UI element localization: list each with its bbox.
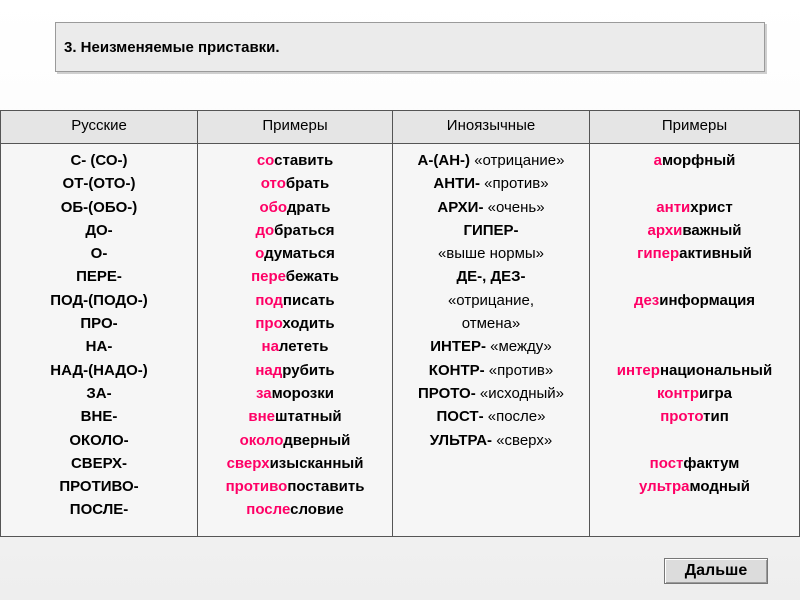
example-word — [590, 149, 799, 172]
russian-prefix: ДО- — [85, 221, 113, 239]
example-prefix: а — [653, 152, 662, 169]
example-prefix: гипер — [637, 245, 680, 263]
russian-prefix: НАД-(НАДО-) — [50, 361, 148, 379]
example-word — [198, 498, 392, 521]
russian-prefix: ПЕРЕ- — [76, 268, 122, 286]
example-prefix: на — [261, 338, 279, 356]
prefix-table — [0, 110, 800, 537]
example-prefix: сверх — [226, 454, 270, 472]
prefix-meaning: «после» — [483, 408, 546, 426]
example-word — [590, 429, 799, 452]
russian-prefix: ЗА- — [86, 384, 112, 402]
foreign-prefix: ИНТЕР- — [430, 338, 486, 356]
example-word — [198, 359, 392, 382]
prefix-meaning: «между» — [485, 338, 552, 356]
example-word — [198, 219, 392, 242]
russian-prefix: ПОСЛЕ- — [69, 501, 129, 519]
example-prefix: под — [255, 291, 283, 309]
example-prefix: дез — [633, 291, 660, 309]
foreign-prefix-entry — [393, 429, 589, 452]
prefix-meaning: «сверх» — [492, 431, 553, 449]
example-root: модный — [689, 478, 750, 496]
example-word — [590, 335, 799, 358]
header-examples-foreign: Примеры — [661, 117, 728, 134]
russian-examples-column — [198, 149, 392, 522]
foreign-prefix: ПОСТ- — [436, 408, 484, 426]
example-root: словие — [290, 501, 344, 519]
foreign-prefix: ГИПЕР- — [463, 221, 519, 239]
russian-prefix: ВНЕ- — [80, 408, 118, 426]
russian-prefix: О- — [90, 245, 108, 263]
foreign-prefix-entry — [393, 265, 589, 288]
example-prefix: про — [255, 315, 283, 333]
example-root: информация — [659, 291, 756, 309]
example-prefix: архи — [647, 221, 683, 239]
foreign-prefix-entry — [393, 312, 589, 335]
example-word — [198, 289, 392, 312]
russian-prefix: ОКОЛО- — [69, 431, 129, 449]
foreign-prefix-entry — [393, 242, 589, 265]
example-root: ходить — [282, 315, 335, 333]
example-prefix: около — [239, 431, 284, 449]
russian-prefix: С- (СО-) — [70, 152, 128, 169]
example-word — [590, 312, 799, 335]
foreign-prefix-entry — [393, 289, 589, 312]
foreign-prefix-entry — [393, 196, 589, 219]
example-root: христ — [690, 198, 733, 216]
prefix-meaning: «против» — [480, 175, 549, 193]
example-root: лететь — [278, 338, 329, 356]
header-russian: Русские — [71, 117, 127, 134]
example-word — [590, 289, 799, 312]
russian-prefix: ПОД-(ПОДО-) — [50, 291, 148, 309]
example-root: фактум — [683, 454, 740, 472]
example-word — [198, 452, 392, 475]
example-word — [590, 382, 799, 405]
example-root: поставить — [287, 478, 365, 496]
example-prefix: обо — [259, 198, 287, 216]
foreign-prefix-entry — [393, 405, 589, 428]
foreign-prefixes-column — [393, 149, 589, 452]
header-foreign: Иноязычные — [446, 117, 536, 134]
example-prefix: интер — [616, 361, 660, 379]
prefix-meaning: «очень» — [483, 198, 545, 216]
example-root: браться — [274, 221, 335, 239]
example-prefix: ультра — [639, 478, 690, 496]
example-prefix: о — [255, 245, 265, 263]
example-prefix: после — [246, 501, 291, 519]
example-word — [590, 265, 799, 288]
foreign-examples-column — [590, 149, 799, 498]
example-root: штатный — [274, 408, 342, 426]
example-root: активный — [679, 245, 752, 263]
example-word — [198, 312, 392, 335]
title-box — [55, 22, 765, 72]
next-button[interactable]: Дальше — [664, 558, 768, 584]
example-word — [198, 429, 392, 452]
foreign-prefix: ДЕ-, ДЕЗ- — [456, 268, 526, 286]
russian-prefix: ОБ-(ОБО-) — [60, 198, 138, 216]
example-root: драть — [286, 198, 331, 216]
example-word — [590, 405, 799, 428]
table-header-row — [1, 111, 799, 144]
foreign-prefix-entry — [393, 335, 589, 358]
russian-prefix: ПРО- — [80, 315, 118, 333]
russian-prefix: НА- — [85, 338, 113, 356]
example-word — [198, 196, 392, 219]
example-prefix: над — [255, 361, 283, 379]
example-root: изысканный — [269, 454, 364, 472]
example-root: морфный — [661, 152, 736, 169]
example-word — [198, 149, 392, 172]
example-word — [590, 475, 799, 498]
foreign-prefix-entry — [393, 149, 589, 172]
example-word — [198, 382, 392, 405]
example-word — [198, 475, 392, 498]
foreign-prefix: УЛЬТРА- — [429, 431, 493, 449]
example-prefix: пере — [251, 268, 286, 286]
example-word — [590, 242, 799, 265]
example-root: бежать — [285, 268, 339, 286]
page-title: 3. Неизменяемые приставки. — [64, 39, 280, 56]
foreign-prefix: ПРОТО- — [418, 384, 476, 402]
example-word — [198, 335, 392, 358]
foreign-prefix-entry — [393, 219, 589, 242]
example-prefix: вне — [248, 408, 275, 426]
prefix-meaning: «отрицание» — [470, 152, 565, 169]
russian-prefix: ПРОТИВО- — [59, 478, 139, 496]
example-prefix: прото — [660, 408, 704, 426]
example-word — [198, 242, 392, 265]
prefix-meaning: «против» — [484, 361, 554, 379]
example-root: тип — [703, 408, 729, 426]
example-root: морозки — [271, 384, 334, 402]
example-word — [198, 172, 392, 195]
foreign-prefix-entry — [393, 359, 589, 382]
russian-prefix: СВЕРХ- — [70, 454, 128, 472]
example-word — [590, 196, 799, 219]
prefix-meaning: «исходный» — [475, 384, 564, 402]
prefix-meaning: «выше нормы» — [437, 245, 545, 263]
example-root: ставить — [274, 152, 334, 169]
prefix-meaning: отмена» — [461, 315, 521, 333]
example-prefix: противо — [225, 478, 288, 496]
foreign-prefix: КОНТР- — [428, 361, 485, 379]
example-word — [198, 405, 392, 428]
header-examples-russian: Примеры — [262, 117, 328, 134]
example-prefix: за — [256, 384, 272, 402]
example-prefix: ото — [260, 175, 286, 193]
foreign-prefix-entry — [393, 172, 589, 195]
example-root: рубить — [282, 361, 335, 379]
example-prefix: пост — [649, 454, 684, 472]
example-root: важный — [682, 221, 742, 239]
example-prefix: анти — [656, 198, 691, 216]
example-word — [590, 359, 799, 382]
foreign-prefix-entry — [393, 382, 589, 405]
example-root: брать — [285, 175, 330, 193]
example-root: игра — [699, 384, 733, 402]
example-root: писать — [282, 291, 335, 309]
prefix-meaning: «отрицание, — [447, 291, 535, 309]
example-prefix: контр — [656, 384, 700, 402]
russian-prefixes-column — [1, 149, 197, 522]
example-root: национальный — [659, 361, 773, 379]
example-prefix: до — [255, 221, 275, 239]
foreign-prefix: А-(АН-) — [417, 152, 471, 169]
example-word — [198, 265, 392, 288]
example-word — [590, 172, 799, 195]
example-word — [590, 219, 799, 242]
foreign-prefix: АРХИ- — [437, 198, 484, 216]
example-root: дверный — [283, 431, 351, 449]
example-root: думаться — [264, 245, 335, 263]
foreign-prefix: АНТИ- — [433, 175, 481, 193]
russian-prefix: ОТ-(ОТО-) — [62, 175, 136, 193]
example-prefix: со — [256, 152, 275, 169]
example-word — [590, 452, 799, 475]
